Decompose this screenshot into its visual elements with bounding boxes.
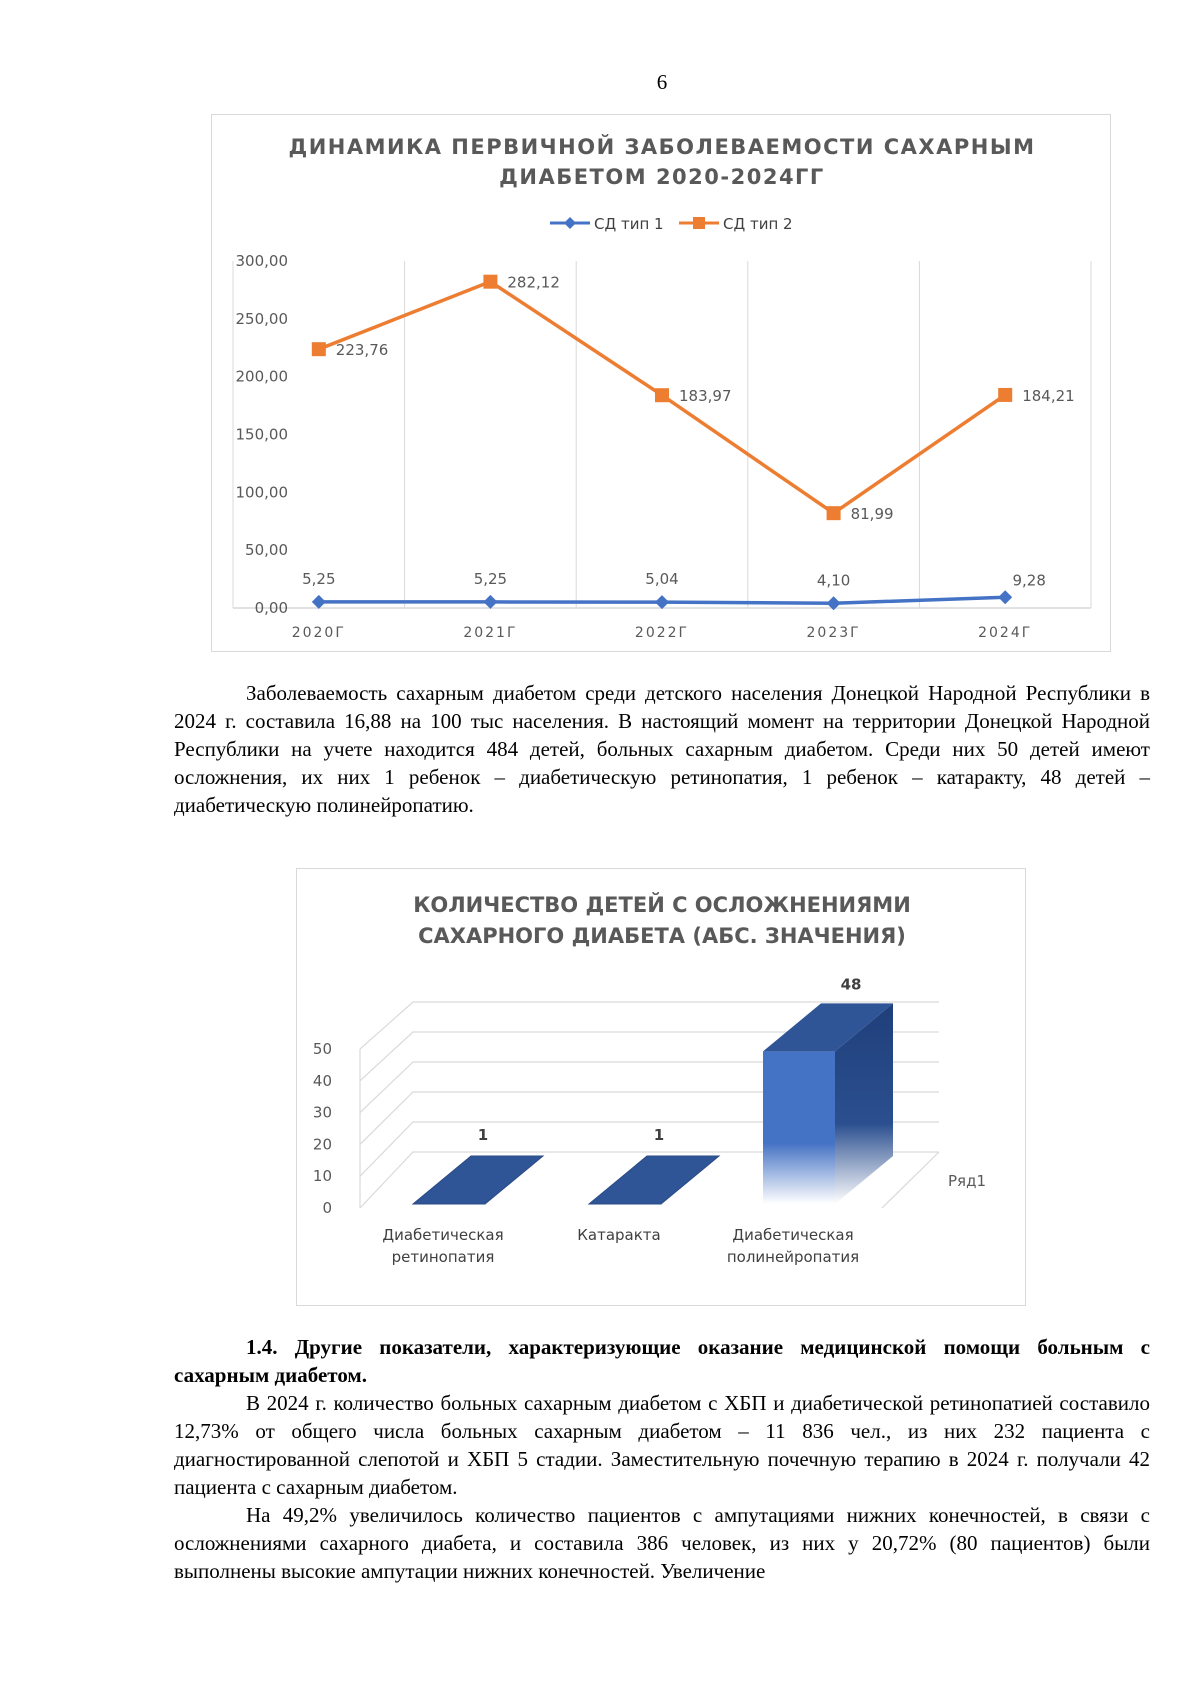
legend-marker xyxy=(693,217,705,229)
data-point-type2 xyxy=(312,342,326,356)
data-label: 184,21 xyxy=(1022,386,1075,405)
section-1-4 xyxy=(174,1333,1150,1585)
chart-title-line1: КОЛИЧЕСТВО ДЕТЕЙ С ОСЛОЖНЕНИЯМИ xyxy=(413,893,911,917)
x-tick-label: 2021Г xyxy=(463,625,518,641)
data-point-type2 xyxy=(655,388,669,402)
data-label: 81,99 xyxy=(850,505,894,524)
category-label-line2: полинейропатия xyxy=(726,1248,860,1266)
y-tick-label: 250,00 xyxy=(235,309,288,328)
data-label: 9,28 xyxy=(1012,571,1046,590)
y-tick-label: 40 xyxy=(312,1071,332,1090)
legend-label: СД тип 1 xyxy=(594,215,664,233)
paragraph-ckd: В 2024 г. количество больных сахарным диабетом с ХБП и диабетической ретинопатией составило 12,73% от общего числа больных сахарным диабетом – 11 836 чел., из них 232 пациента с диагностированной слепотой и ХБП 5 стадии. Заместительную почечную терапию в 2024 г. получали 42 пациента с сахарным диабетом. xyxy=(174,1391,1150,1499)
category-label: Диабетическая xyxy=(382,1226,504,1244)
bar xyxy=(763,1051,835,1204)
line-chart-incidence xyxy=(211,114,1111,652)
data-label: 5,04 xyxy=(645,570,679,589)
data-point-type1 xyxy=(655,595,669,609)
y-tick-label: 0 xyxy=(322,1199,332,1217)
x-tick-label: 2020Г xyxy=(291,625,346,641)
data-point-type1 xyxy=(312,595,326,609)
legend-marker xyxy=(564,217,576,229)
chart-title-line1: ДИНАМИКА ПЕРВИЧНОЙ ЗАБОЛЕВАЕМОСТИ САХАРНЫМ xyxy=(288,135,1036,159)
category-label: Диабетическая xyxy=(732,1226,854,1244)
data-point-type2 xyxy=(827,506,841,520)
bar-value-label: 48 xyxy=(840,975,862,994)
y-tick-label: 30 xyxy=(312,1103,332,1122)
bar-chart-complications xyxy=(296,868,1026,1306)
x-tick-label: 2023Г xyxy=(806,625,861,641)
x-tick-label: 2024Г xyxy=(978,625,1033,641)
y-tick-label: 20 xyxy=(312,1135,332,1154)
data-label: 183,97 xyxy=(679,387,732,406)
data-label: 223,76 xyxy=(335,341,389,360)
data-label: 4,10 xyxy=(816,571,851,590)
paragraph-children-incidence xyxy=(174,679,1150,819)
series-label: Ряд1 xyxy=(948,1172,986,1190)
chart-title-line2: САХАРНОГО ДИАБЕТА (АБС. ЗНАЧЕНИЯ) xyxy=(418,924,906,948)
page-number: 6 xyxy=(656,70,668,94)
line-chart-svg xyxy=(212,115,1112,653)
legend-label: СД тип 2 xyxy=(723,215,793,233)
floor-edge xyxy=(882,1152,939,1208)
y-tick-label: 300,00 xyxy=(235,252,288,270)
data-label: 5,25 xyxy=(473,569,508,588)
category-label: Катаракта xyxy=(577,1226,661,1244)
data-point-type2 xyxy=(483,275,497,289)
y-tick-label: 150,00 xyxy=(235,425,288,444)
y-tick-label: 0,00 xyxy=(254,599,288,617)
section-heading: 1.4. Другие показатели, характеризующие оказание медицинской помощи больным с сахарным диабетом. xyxy=(174,1335,1150,1387)
data-point-type1 xyxy=(998,590,1012,604)
y-tick-label: 10 xyxy=(312,1167,332,1186)
y-tick-label: 100,00 xyxy=(235,483,288,502)
category-label-line2: ретинопатия xyxy=(391,1248,495,1266)
data-point-type1 xyxy=(483,595,497,609)
bar-value-label: 1 xyxy=(653,1126,665,1144)
y-tick-label: 50 xyxy=(312,1040,332,1058)
data-label: 282,12 xyxy=(507,273,560,292)
data-point-type2 xyxy=(998,388,1012,402)
bar xyxy=(589,1156,719,1204)
y-tick-label: 200,00 xyxy=(235,367,288,386)
paragraph-text: Заболеваемость сахарным диабетом среди детского населения Донецкой Народной Республики в 2024 г. составила 16,88 на 100 тыс населения. В настоящий момент на территории Донецкой Народной Республики на учете находится 484 детей, больных сахарным диабетом. Среди них 50 детей имеют осложнения, их них 1 ребенок – диабетическую ретинопатия, 1 ребенок – катаракту, 48 детей – диабетическую полинейропатию. xyxy=(174,681,1150,817)
x-tick-label: 2022Г xyxy=(634,625,690,641)
chart-title-line2: ДИАБЕТОМ 2020-2024ГГ xyxy=(499,165,825,189)
paragraph-amputations: На 49,2% увеличилось количество пациентов с ампутациями нижних конечностей, в связи с осложнениями сахарного диабета, и составила 386 человек, из них у 20,72% (80 пациентов) были выполнены высокие ампутации нижних конечностей. Увеличение xyxy=(174,1503,1150,1583)
y-tick-label: 50,00 xyxy=(245,541,288,560)
data-label: 5,25 xyxy=(302,569,336,588)
bar xyxy=(413,1156,543,1204)
bar-chart-svg xyxy=(297,869,1027,1307)
bar-value-label: 1 xyxy=(477,1126,489,1144)
